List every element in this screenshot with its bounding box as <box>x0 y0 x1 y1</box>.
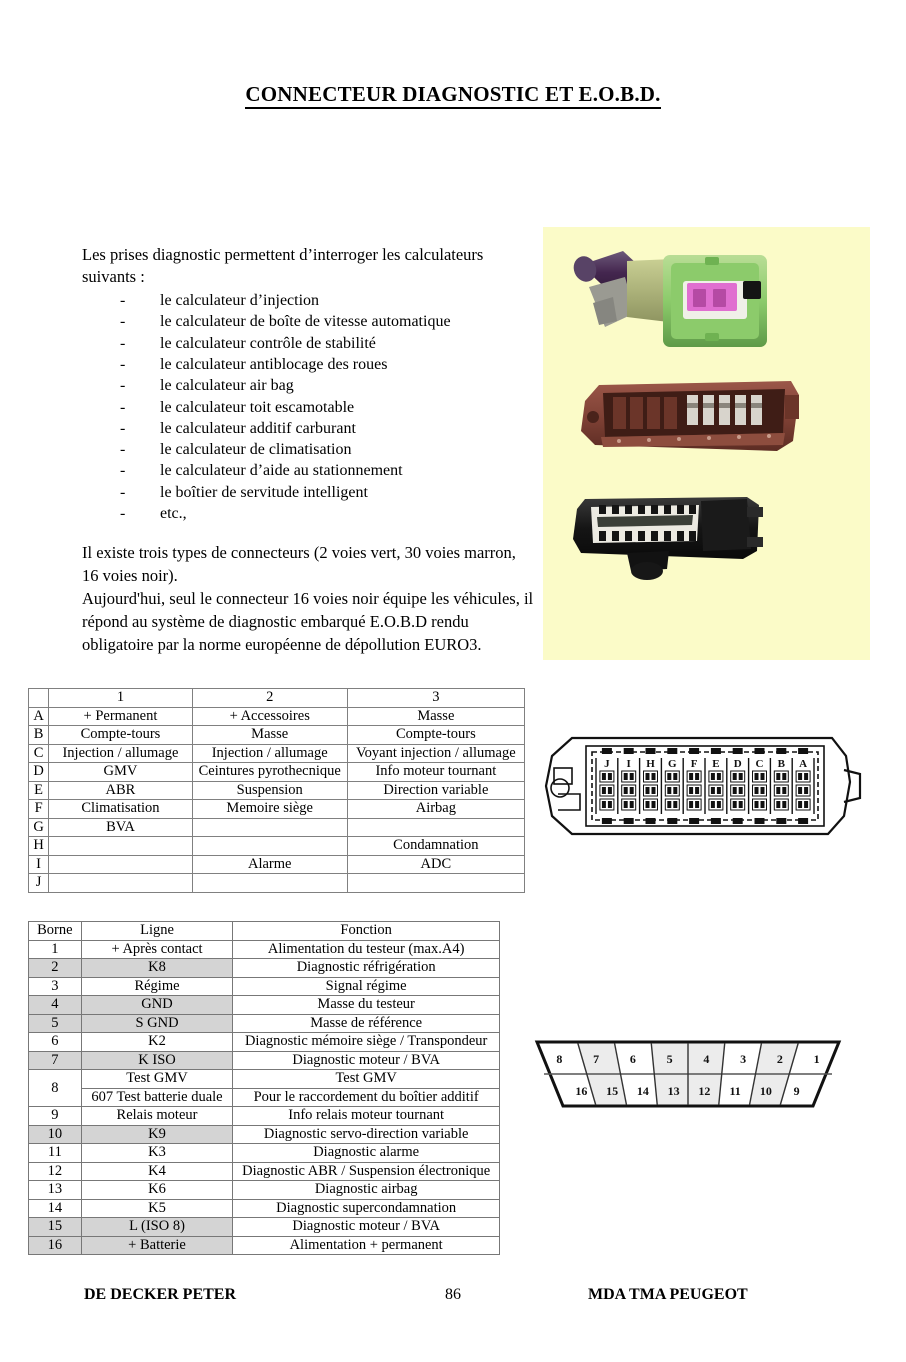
connector-16way-pin-label-bottom: 13 <box>667 1084 680 1098</box>
pinout-cell-borne: 5 <box>29 1014 82 1033</box>
calculator-list-item-label: le calculateur de boîte de vitesse automatique <box>160 313 451 331</box>
connector-30way-column-label: A <box>799 758 808 770</box>
pinout-cell-fonction: Diagnostic alarme <box>233 1144 500 1163</box>
calculator-list-item-label: le calculateur toit escamotable <box>160 398 355 416</box>
matrix-cell: Alarme <box>192 855 347 874</box>
calculator-list-item <box>120 460 534 481</box>
connector-16way-pin-label-bottom: 12 <box>698 1084 711 1098</box>
connector-30way-cavity <box>774 799 788 810</box>
brown-30-way-connector-photo <box>579 379 804 459</box>
connector-30way-cavity <box>622 771 636 782</box>
connector-30way-column-label: I <box>626 758 631 770</box>
matrix-table-row <box>29 800 525 819</box>
black-16-way-obd-connector-photo <box>571 495 811 581</box>
pinout-table-row <box>29 1199 500 1218</box>
matrix-cell: Voyant injection / allumage <box>347 744 524 763</box>
pinout-cell-fonction: Diagnostic airbag <box>233 1181 500 1200</box>
pinout-cell-borne: 6 <box>29 1033 82 1052</box>
matrix-cell: Compte-tours <box>347 726 524 745</box>
pinout-cell-fonction: Alimentation du testeur (max.A4) <box>233 940 500 959</box>
connector-30way-diagram <box>532 730 862 842</box>
intro-paragraph-2: Il existe trois types de connecteurs (2 voies vert, 30 voies marron, 16 voies noir). <box>82 543 516 586</box>
connector-16way-pin-label-top: 5 <box>666 1052 673 1066</box>
calculator-list-item-label: le calculateur additif carburant <box>160 419 356 437</box>
pinout-table-row <box>29 1033 500 1052</box>
matrix-cell <box>192 874 347 893</box>
pinout-cell-borne: 8 <box>29 1070 82 1107</box>
matrix-table-row <box>29 837 525 856</box>
matrix-cell: ADC <box>347 855 524 874</box>
page-title <box>0 82 906 107</box>
footer-page-number: 86 <box>445 1286 461 1303</box>
matrix-header-row <box>29 689 525 708</box>
pinout-cell-ligne: K3 <box>81 1144 233 1163</box>
matrix-cell: + Permanent <box>49 707 193 726</box>
pinout-cell-fonction: Diagnostic moteur / BVA <box>233 1218 500 1237</box>
connector-30way-column-label: E <box>712 758 720 770</box>
pinout-table-row <box>29 1125 500 1144</box>
calculator-list-item <box>120 333 534 354</box>
list-dash-marker: - <box>120 334 126 352</box>
connector-16way-pin-label-top: 2 <box>776 1052 783 1066</box>
list-dash-marker: - <box>120 377 126 395</box>
matrix-row-label: C <box>29 744 49 763</box>
pinout-table-row <box>29 940 500 959</box>
connector-16way-pin-label-top: 6 <box>629 1052 636 1066</box>
matrix-cell <box>347 874 524 893</box>
connector-30way-cavity <box>622 785 636 796</box>
pinout-cell-fonction: Alimentation + permanent <box>233 1236 500 1255</box>
matrix-table-row <box>29 707 525 726</box>
matrix-row-label: E <box>29 781 49 800</box>
pinout-table <box>28 921 500 1255</box>
intro-lead-paragraph: Les prises diagnostic permettent d’interroger les calculateurs suivants : <box>82 245 484 287</box>
page-title-text: CONNECTEUR DIAGNOSTIC ET E.O.B.D. <box>245 82 660 109</box>
connector-30way-cavity <box>796 785 810 796</box>
connector-30way-cavity <box>753 771 767 782</box>
calculator-list-item <box>120 290 534 311</box>
calculator-list-item <box>120 354 534 375</box>
pinout-cell-ligne: 607 Test batterie duale <box>81 1088 233 1107</box>
connector-30way-cavity <box>731 799 745 810</box>
connector-30way-cavity <box>687 785 701 796</box>
pinout-cell-ligne: Régime <box>81 977 233 996</box>
pinout-cell-ligne: K5 <box>81 1199 233 1218</box>
pinout-cell-borne: 14 <box>29 1199 82 1218</box>
matrix-cell: Suspension <box>192 781 347 800</box>
connector-30way-cavity <box>731 771 745 782</box>
pinout-table-row <box>29 1181 500 1200</box>
connector-30way-cavity <box>644 785 658 796</box>
pinout-table-row <box>29 1107 500 1126</box>
matrix-cell <box>347 818 524 837</box>
matrix-cell: + Accessoires <box>192 707 347 726</box>
matrix-cell: Condamnation <box>347 837 524 856</box>
connector-16way-pin-label-bottom: 14 <box>636 1084 649 1098</box>
connector-30way-column-label: F <box>690 758 698 770</box>
matrix-cell: Masse <box>347 707 524 726</box>
calculator-list-item <box>120 418 534 439</box>
pinout-cell-fonction: Diagnostic réfrigération <box>233 959 500 978</box>
connector-16way-pin-label-top: 1 <box>813 1052 820 1066</box>
matrix-cell: Airbag <box>347 800 524 819</box>
matrix-cell: Ceintures pyrothecnique <box>192 763 347 782</box>
matrix-cell: Climatisation <box>49 800 193 819</box>
pinout-cell-borne: 3 <box>29 977 82 996</box>
pinout-table-row <box>29 959 500 978</box>
calculator-list-item-label: etc., <box>160 504 187 522</box>
matrix-table-row <box>29 855 525 874</box>
connector-30way-cavity <box>774 785 788 796</box>
pinout-cell-fonction: Pour le raccordement du boîtier additif <box>233 1088 500 1107</box>
pinout-header-ligne: Ligne <box>81 922 233 941</box>
pinout-cell-borne: 1 <box>29 940 82 959</box>
list-dash-marker: - <box>120 313 126 331</box>
pinout-table-row <box>29 1162 500 1181</box>
matrix-cell <box>192 837 347 856</box>
connector-30way-cavity <box>665 771 679 782</box>
pinout-cell-ligne: K ISO <box>81 1051 233 1070</box>
matrix-table-row <box>29 781 525 800</box>
pinout-cell-borne: 16 <box>29 1236 82 1255</box>
pinout-cell-borne: 10 <box>29 1125 82 1144</box>
connector-16way-pin-label-top: 4 <box>703 1052 710 1066</box>
connector-16way-pin-label-top: 7 <box>593 1052 600 1066</box>
pinout-table-row <box>29 996 500 1015</box>
pinout-cell-ligne: K6 <box>81 1181 233 1200</box>
connector-30way-column-label: B <box>777 758 785 770</box>
connector-30way-cavity <box>709 785 723 796</box>
pinout-cell-borne: 13 <box>29 1181 82 1200</box>
calculator-list <box>82 290 534 524</box>
matrix-cell <box>192 818 347 837</box>
intro-paragraph-3: Aujourd'hui, seul le connecteur 16 voies noir équipe les véhicules, il répond au système de diagnostic embarqué E.O.B.D rendu obligatoire par la norme européenne de dépollution EURO3. <box>82 588 534 654</box>
pinout-cell-borne: 12 <box>29 1162 82 1181</box>
connector-30way-cavity <box>709 799 723 810</box>
matrix-row-label: F <box>29 800 49 819</box>
connector-30way-cavity <box>731 785 745 796</box>
connector-16way-pin-label-top: 3 <box>740 1052 747 1066</box>
connector-16way-pin-label-bottom: 15 <box>606 1084 619 1098</box>
connector-30way-cavity <box>600 785 614 796</box>
calculator-list-item <box>120 503 534 524</box>
list-dash-marker: - <box>120 292 126 310</box>
pinout-cell-ligne: K9 <box>81 1125 233 1144</box>
pinout-table-row <box>29 1144 500 1163</box>
pinout-header-fonction: Fonction <box>233 922 500 941</box>
pinout-cell-fonction: Diagnostic mémoire siège / Transpondeur <box>233 1033 500 1052</box>
matrix-table-row <box>29 744 525 763</box>
connector-30way-cavity <box>644 799 658 810</box>
footer-author: DE DECKER PETER <box>84 1286 237 1303</box>
pinout-table-row <box>29 1218 500 1237</box>
calculator-list-item-label: le calculateur air bag <box>160 377 294 395</box>
connector-16way-pin-label-bottom: 10 <box>759 1084 772 1098</box>
pinout-cell-fonction: Diagnostic ABR / Suspension électronique <box>233 1162 500 1181</box>
matrix-table-row <box>29 726 525 745</box>
connector-30way-cavity <box>753 785 767 796</box>
pinout-table-row <box>29 1088 500 1107</box>
matrix-table-body <box>29 707 525 892</box>
matrix-cell: BVA <box>49 818 193 837</box>
connector-30way-cavity <box>687 771 701 782</box>
matrix-cell: Info moteur tournant <box>347 763 524 782</box>
pinout-cell-fonction: Test GMV <box>233 1070 500 1089</box>
matrix-table-head <box>29 689 525 708</box>
matrix-row-label: H <box>29 837 49 856</box>
intro-text-block <box>82 244 534 657</box>
pinout-table-row <box>29 1236 500 1255</box>
pinout-cell-ligne: Test GMV <box>81 1070 233 1089</box>
pinout-table-row <box>29 1051 500 1070</box>
pinout-cell-borne: 9 <box>29 1107 82 1126</box>
matrix-row-label: I <box>29 855 49 874</box>
connector-30way-column-label: C <box>755 758 764 770</box>
matrix-cell: ABR <box>49 781 193 800</box>
footer-organisation: MDA TMA PEUGEOT <box>588 1286 748 1303</box>
connector-30way-column-label: D <box>733 758 742 770</box>
calculator-list-item-label: le calculateur contrôle de stabilité <box>160 334 376 352</box>
pinout-cell-ligne: K2 <box>81 1033 233 1052</box>
calculator-list-item <box>120 311 534 332</box>
matrix-cell: Injection / allumage <box>49 744 193 763</box>
pinout-header-borne: Borne <box>29 922 82 941</box>
pinout-table-head <box>29 922 500 941</box>
matrix-cell <box>49 874 193 893</box>
pinout-cell-ligne: L (ISO 8) <box>81 1218 233 1237</box>
list-dash-marker: - <box>120 398 126 416</box>
connector-30way-cavity <box>687 799 701 810</box>
list-dash-marker: - <box>120 462 126 480</box>
connector-30way-cavity <box>753 799 767 810</box>
calculator-list-item <box>120 375 534 396</box>
calculator-list-item-label: le calculateur antiblocage des roues <box>160 356 388 374</box>
connector-30way-cavity <box>644 771 658 782</box>
matrix-cell <box>49 837 193 856</box>
connector-30way-column-label: G <box>668 758 677 770</box>
pinout-cell-ligne: Relais moteur <box>81 1107 233 1126</box>
calculator-list-item-label: le calculateur d’aide au stationnement <box>160 462 403 480</box>
matrix-table-row <box>29 763 525 782</box>
connector-30way-cavity <box>665 799 679 810</box>
pinout-table-row <box>29 1070 500 1089</box>
pinout-cell-borne: 2 <box>29 959 82 978</box>
connector-30way-cavity <box>774 771 788 782</box>
pinout-cell-borne: 15 <box>29 1218 82 1237</box>
connector-16way-pin-label-top: 8 <box>556 1052 563 1066</box>
pinout-cell-borne: 11 <box>29 1144 82 1163</box>
pinout-cell-fonction: Masse de référence <box>233 1014 500 1033</box>
connector-30way-column-label: H <box>646 758 655 770</box>
pinout-cell-ligne: K4 <box>81 1162 233 1181</box>
connector-photos-panel <box>543 227 870 660</box>
matrix-col-header-3: 3 <box>347 689 524 708</box>
matrix-cell: Compte-tours <box>49 726 193 745</box>
pinout-cell-fonction: Diagnostic moteur / BVA <box>233 1051 500 1070</box>
list-dash-marker: - <box>120 356 126 374</box>
matrix-cell: Direction variable <box>347 781 524 800</box>
matrix-row-label: G <box>29 818 49 837</box>
pinout-cell-borne: 4 <box>29 996 82 1015</box>
connector-matrix-table <box>28 688 525 893</box>
calculator-list-item <box>120 439 534 460</box>
pinout-cell-fonction: Signal régime <box>233 977 500 996</box>
list-dash-marker: - <box>120 483 126 501</box>
connector-30way-cavity <box>600 799 614 810</box>
matrix-table-row <box>29 818 525 837</box>
pinout-cell-borne: 7 <box>29 1051 82 1070</box>
matrix-row-label: B <box>29 726 49 745</box>
pinout-cell-ligne: + Batterie <box>81 1236 233 1255</box>
matrix-row-label: A <box>29 707 49 726</box>
matrix-row-label: D <box>29 763 49 782</box>
calculator-list-item-label: le boîtier de servitude intelligent <box>160 483 368 501</box>
calculator-list-item <box>120 482 534 503</box>
pinout-cell-ligne: S GND <box>81 1014 233 1033</box>
connector-30way-cavity <box>709 771 723 782</box>
matrix-cell <box>49 855 193 874</box>
connector-30way-cavity <box>622 799 636 810</box>
matrix-table-row <box>29 874 525 893</box>
calculator-list-item-label: le calculateur d’injection <box>160 292 320 310</box>
matrix-cell: Memoire siège <box>192 800 347 819</box>
pinout-cell-ligne: + Après contact <box>81 940 233 959</box>
connector-30way-cavity <box>665 785 679 796</box>
matrix-corner-cell <box>29 689 49 708</box>
matrix-cell: Injection / allumage <box>192 744 347 763</box>
pinout-header-row <box>29 922 500 941</box>
connector-30way-cavity <box>796 799 810 810</box>
connector-16way-pin-label-bottom: 16 <box>575 1084 588 1098</box>
calculator-list-item <box>120 397 534 418</box>
matrix-row-label: J <box>29 874 49 893</box>
connector-16way-pin-label-bottom: 9 <box>793 1084 800 1098</box>
pinout-table-row <box>29 977 500 996</box>
list-dash-marker: - <box>120 441 126 459</box>
pinout-cell-fonction: Diagnostic servo-direction variable <box>233 1125 500 1144</box>
connector-30way-cavity <box>796 771 810 782</box>
matrix-col-header-2: 2 <box>192 689 347 708</box>
pinout-table-row <box>29 1014 500 1033</box>
connector-16way-pin-label-bottom: 11 <box>729 1084 741 1098</box>
matrix-cell: Masse <box>192 726 347 745</box>
list-dash-marker: - <box>120 419 126 437</box>
pinout-table-body <box>29 940 500 1255</box>
connector-30way-column-label: J <box>604 758 610 770</box>
connector-30way-cavity <box>600 771 614 782</box>
green-2-way-connector-photo <box>565 241 805 361</box>
pinout-cell-fonction: Info relais moteur tournant <box>233 1107 500 1126</box>
list-dash-marker: - <box>120 504 126 522</box>
matrix-cell: GMV <box>49 763 193 782</box>
pinout-cell-fonction: Masse du testeur <box>233 996 500 1015</box>
pinout-cell-ligne: GND <box>81 996 233 1015</box>
pinout-cell-ligne: K8 <box>81 959 233 978</box>
calculator-list-item-label: le calculateur de climatisation <box>160 441 352 459</box>
pinout-cell-fonction: Diagnostic supercondamnation <box>233 1199 500 1218</box>
matrix-col-header-1: 1 <box>49 689 193 708</box>
connector-16way-diagram <box>513 1032 863 1118</box>
